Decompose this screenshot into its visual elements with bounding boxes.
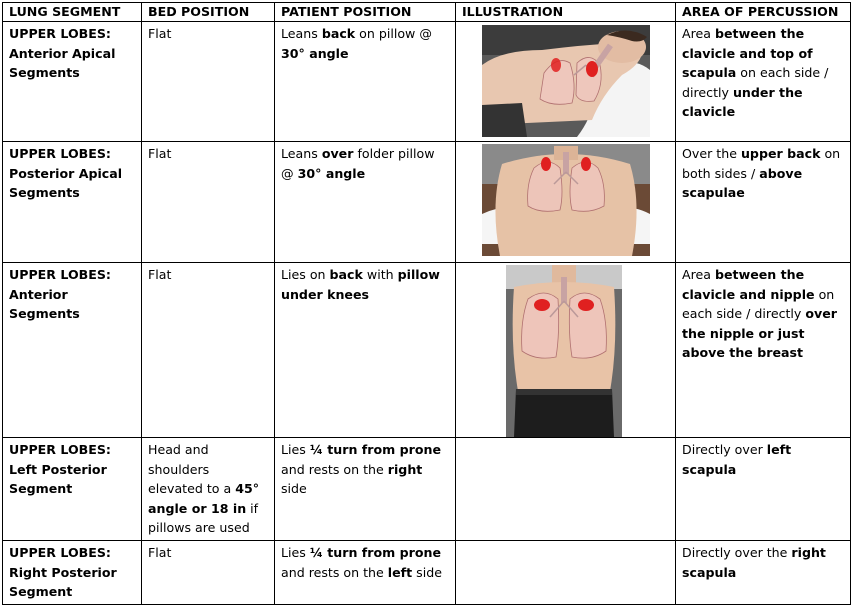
text-run: Lies (281, 544, 310, 560)
bold-text: over the nipple or just above the breast (682, 306, 838, 361)
patient-position-cell (275, 22, 456, 142)
bed-position-cell: Flat (142, 540, 275, 604)
bold-text: between the clavicle and top of scapula (682, 26, 813, 81)
bold-text: right scapula (682, 544, 826, 580)
illustration-cell (456, 438, 676, 541)
lung-segment-cell (3, 438, 142, 541)
text-run: if pillows are used (148, 500, 259, 536)
patient-position-cell (275, 540, 456, 604)
text-run: side (412, 564, 442, 580)
text-run: Area (682, 267, 715, 282)
illustration-cell (456, 540, 676, 604)
bold-text: pillow under knees (281, 267, 440, 302)
bold-text: 30° angle (281, 45, 349, 61)
segment-name: Left Posterior Segment (9, 461, 107, 497)
bed-position-cell: Flat (142, 263, 275, 438)
bold-text: back (321, 26, 356, 41)
text-run: on pillow @ (355, 26, 432, 41)
text-run: side (281, 481, 307, 497)
area-of-percussion-cell (676, 22, 851, 142)
segment-name: Right Posterior Segment (9, 564, 117, 600)
segment-lobe: UPPER LOBES: (9, 146, 111, 161)
bold-text: right (387, 461, 423, 477)
bold-text: over (321, 146, 354, 161)
percussion-table (2, 2, 851, 605)
table-row (3, 142, 851, 263)
text-run: Lies (281, 442, 310, 457)
segment-name: Anterior Segments (9, 286, 80, 322)
area-of-percussion-cell (676, 142, 851, 263)
segment-lobe: UPPER LOBES: (9, 544, 111, 560)
text-run: on both sides / (682, 146, 841, 181)
segment-name: Anterior Apical Segments (9, 45, 116, 81)
area-of-percussion-cell (676, 263, 851, 438)
posterior-apical-photo (482, 144, 650, 256)
bed-position-cell: Flat (142, 22, 275, 142)
header-illustration: ILLUSTRATION (456, 3, 676, 22)
text-run: and rests on the (281, 461, 388, 477)
table-row (3, 22, 851, 142)
area-of-percussion-cell (676, 438, 851, 541)
bold-text: left scapula (682, 442, 792, 477)
text-run: folder pillow @ (281, 146, 435, 181)
text-run: Directly over (682, 442, 767, 457)
text-run: Area (682, 26, 715, 41)
segment-lobe: UPPER LOBES: (9, 442, 111, 457)
text-run: and rests on the (281, 564, 388, 580)
table-row (3, 438, 851, 541)
bold-text: between the clavicle and nipple (682, 267, 815, 302)
patient-position-cell (275, 142, 456, 263)
header-row (3, 3, 851, 22)
header-bed-position: BED POSITION (142, 3, 275, 22)
illustration-cell (456, 263, 676, 438)
lung-segment-cell (3, 263, 142, 438)
text-run: Head and shoulders elevated to a (148, 442, 236, 497)
text-run: Directly over the (682, 544, 792, 560)
bed-position-cell: Flat (142, 142, 275, 263)
patient-position-cell (275, 438, 456, 541)
lung-segment-cell (3, 22, 142, 142)
bold-text: left (387, 564, 413, 580)
header-area-of-percussion: AREA OF PERCUSSION (676, 3, 851, 22)
bold-text: 30° angle (297, 165, 366, 181)
text-run: on each side / directly (682, 65, 829, 100)
anterior-apical-photo (482, 25, 650, 137)
bold-text: under the clavicle (682, 84, 803, 120)
illustration-cell (456, 22, 676, 142)
lung-segment-cell (3, 142, 142, 263)
area-of-percussion-cell (676, 540, 851, 604)
bold-text: ¼ turn from prone (309, 442, 442, 457)
patient-position-cell (275, 263, 456, 438)
text-run: Over the (682, 146, 741, 161)
text-run: with (362, 267, 398, 282)
anterior-segments-photo (506, 265, 622, 437)
bold-text: back (329, 267, 363, 282)
header-lung-segment: LUNG SEGMENT (3, 3, 142, 22)
bold-text: ¼ turn from prone (309, 544, 442, 560)
text-run: Lies on (281, 267, 330, 282)
bold-text: above scapulae (682, 165, 803, 201)
table-row (3, 263, 851, 438)
segment-lobe: UPPER LOBES: (9, 26, 111, 41)
bed-position-cell (142, 438, 275, 541)
illustration-cell (456, 142, 676, 263)
lung-segment-cell (3, 540, 142, 604)
segment-lobe: UPPER LOBES: (9, 267, 111, 282)
header-patient-position: PATIENT POSITION (275, 3, 456, 22)
bold-text: upper back (740, 146, 821, 161)
text-run: Leans (281, 146, 322, 161)
bold-text: 45° angle or 18 in (148, 481, 260, 516)
text-run: Leans (281, 26, 322, 41)
segment-name: Posterior Apical Segments (9, 165, 123, 201)
table-row (3, 540, 851, 604)
text-run: on each side / directly (682, 286, 835, 322)
